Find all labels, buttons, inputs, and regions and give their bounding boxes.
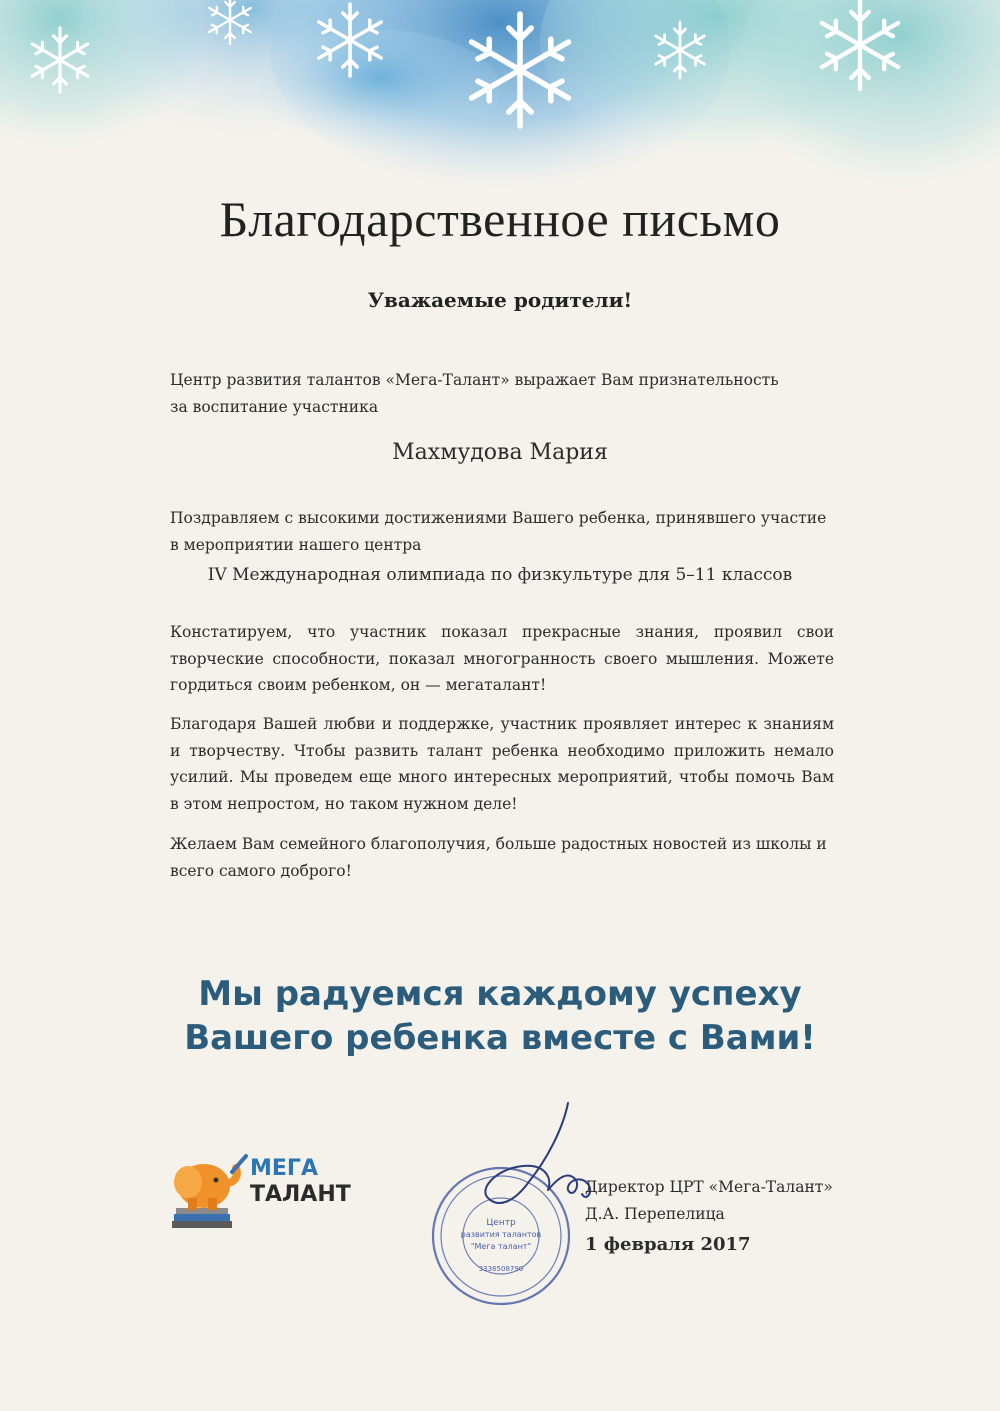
- mega-talant-logo: [166, 1152, 356, 1234]
- congrats-text: Поздравляем с высокими достижениями Вашего ребенка, принявшего участие в мероприятии нашего центра: [170, 509, 827, 554]
- paragraph-knowledge: Констатируем, что участник показал прекрасные знания, проявил свои творческие способности, показал многогранность своего мышления. Можете гордиться своим ребенком, он — мегаталант!: [170, 623, 834, 694]
- letter-date: 1 февраля 2017: [585, 1234, 751, 1255]
- stamp-number: 3336508790: [478, 1265, 524, 1273]
- snowflake-watercolor-banner: [0, 0, 1000, 200]
- participant-name: Махмудова Мария: [392, 440, 608, 465]
- director-name: Д.А. Перепелица: [585, 1205, 725, 1223]
- letter-title: Благодарственное письмо: [219, 191, 781, 247]
- slogan: [0, 972, 1000, 1060]
- greeting: Уважаемые родители!: [367, 288, 633, 312]
- logo-text-talant: ТАЛАНТ: [250, 1182, 351, 1207]
- elephant-icon: [166, 1152, 250, 1234]
- event-name: IV Международная олимпиада по физкультуре для 5–11 классов: [207, 565, 793, 585]
- intro-line1: Центр развития талантов «Мега-Талант» выражает Вам признательность: [170, 371, 779, 389]
- stamp-center-line2: развития талантов: [460, 1230, 542, 1239]
- slogan-line1: Мы радуемся каждому успеху: [198, 974, 802, 1014]
- stamp-center-line3: "Мега талант": [470, 1242, 532, 1251]
- stamp-center-line1: Центр: [486, 1218, 516, 1228]
- intro-line2: за воспитание участника: [170, 397, 379, 416]
- paragraph-support: Благодаря Вашей любви и поддержке, участник проявляет интерес к знаниям и творчеству. Чтобы развить талант ребенка необходимо приложить немало усилий. Мы проведем еще много интересных мероприятий, чтобы помочь Вам в этом непростом, но таком нужном деле!: [170, 715, 834, 813]
- intro-text: [170, 367, 834, 420]
- logo-text-mega: МЕГА: [250, 1156, 318, 1181]
- slogan-line2: Вашего ребенка вместе с Вами!: [184, 1018, 816, 1058]
- director-title: Директор ЦРТ «Мега-Талант»: [585, 1178, 833, 1196]
- paragraph-wishes: Желаем Вам семейного благополучия, больше радостных новостей из школы и всего самого доброго!: [170, 835, 827, 880]
